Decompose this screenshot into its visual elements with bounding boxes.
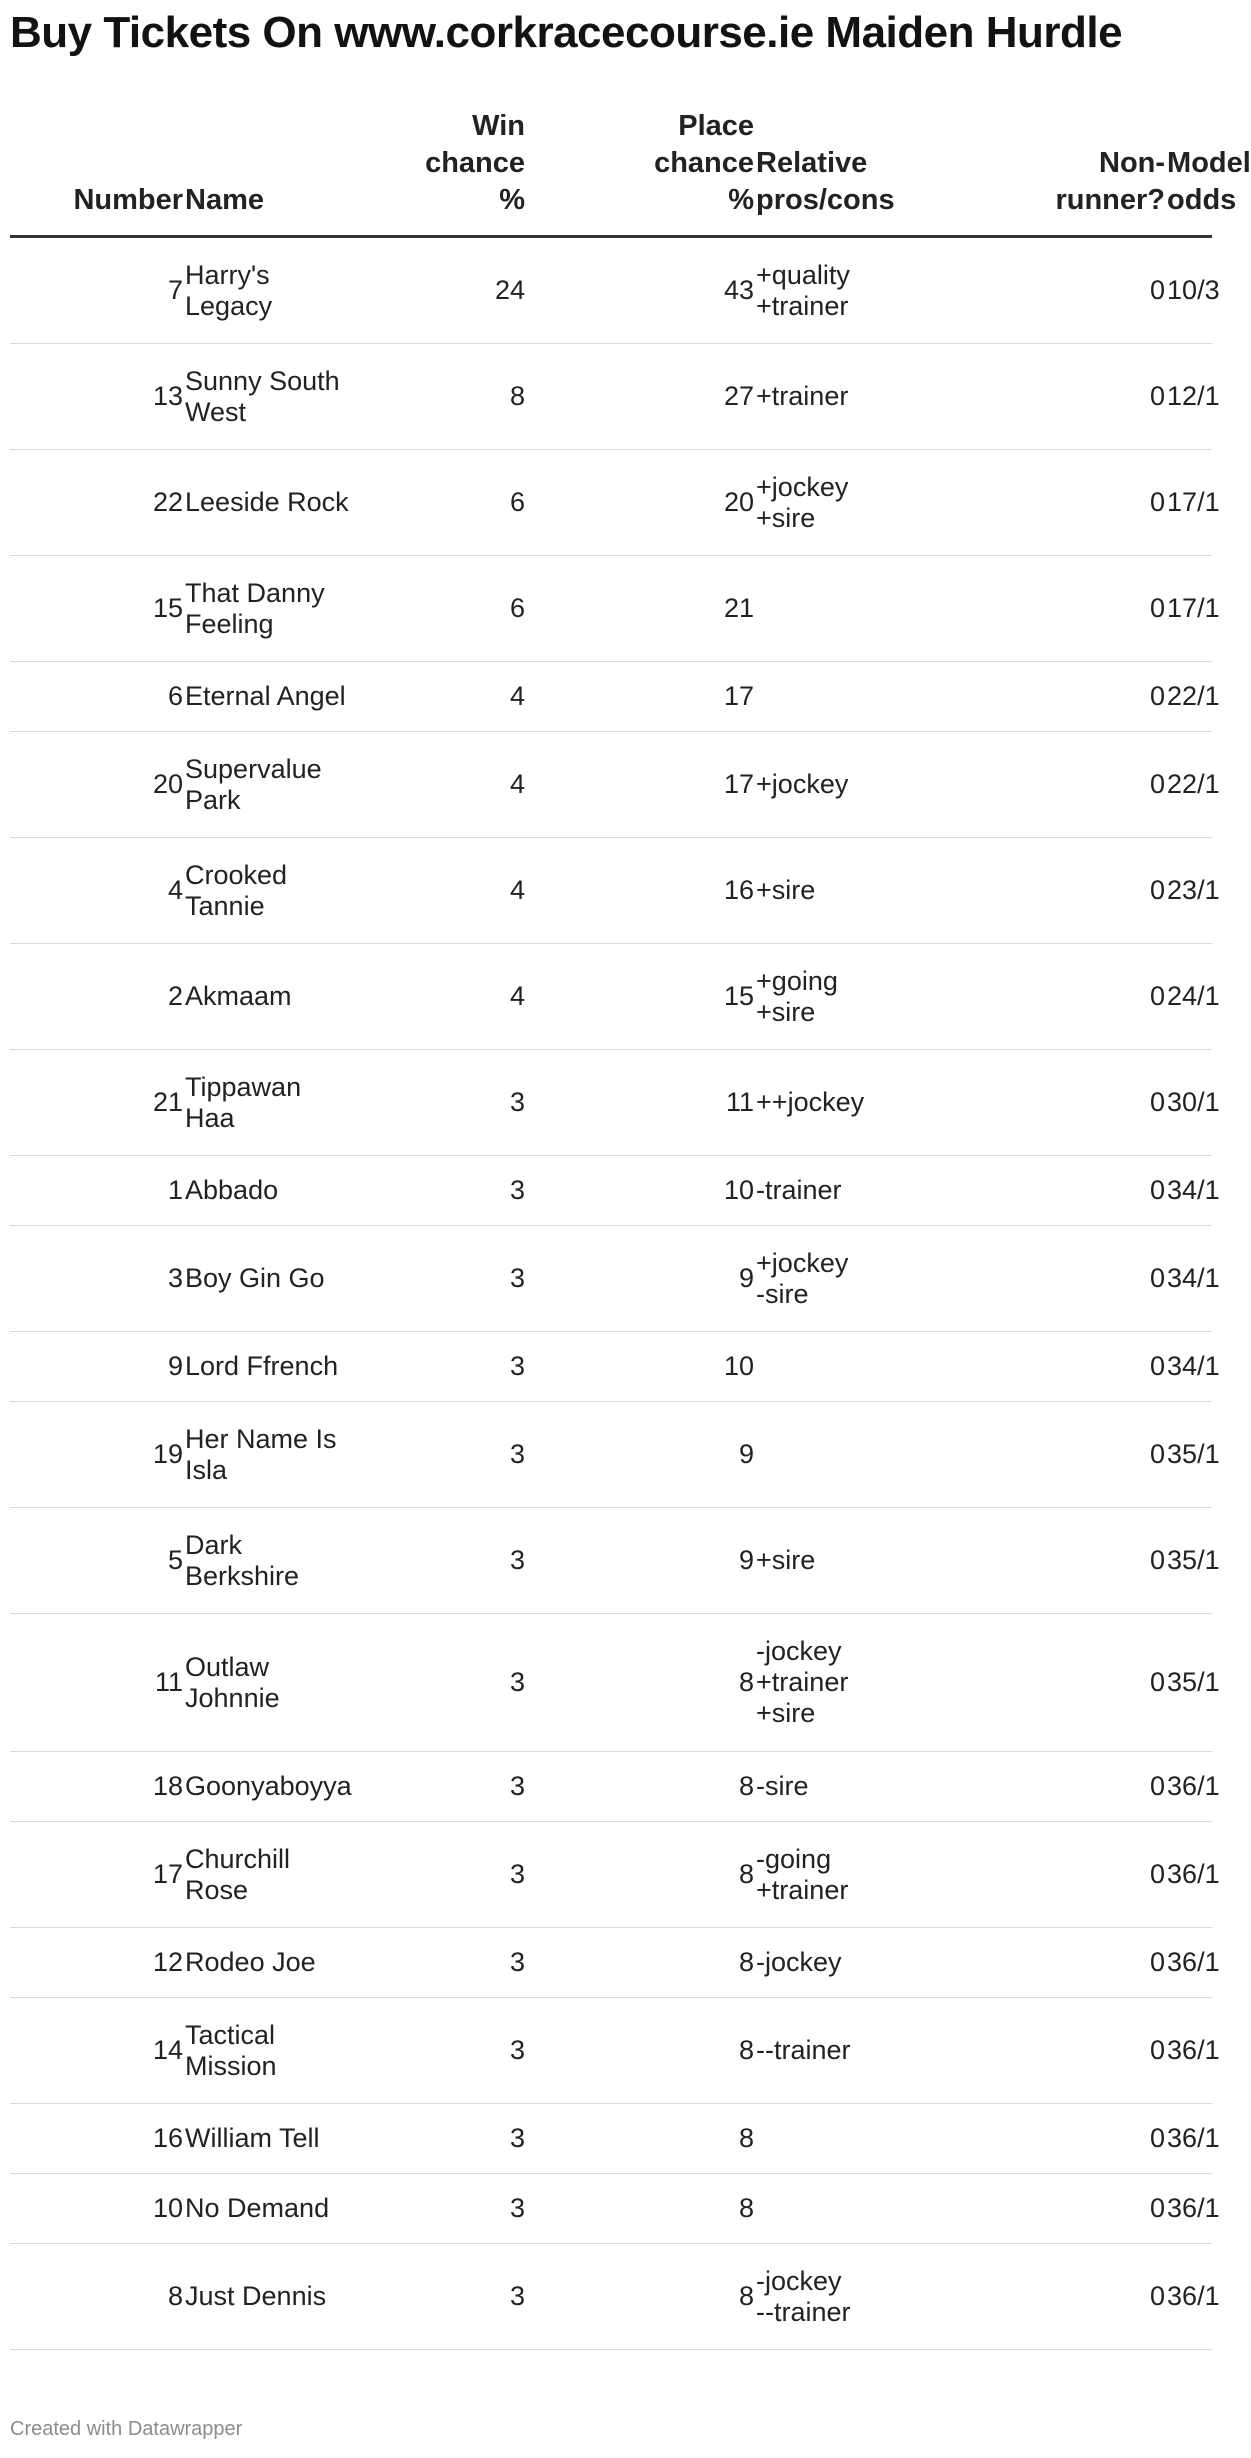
cell-place: 8 [527,1614,756,1752]
column-header-label: Number [73,184,184,216]
cell-win: 3 [355,2104,527,2174]
cell-name-line: Rodeo Joe [185,1947,316,1977]
cell-number: 14 [10,1998,185,2104]
cell-odds: 30/1 [1167,1050,1212,1156]
cell-pros-line: -sire [756,1771,809,1801]
cell-win: 3 [355,1156,527,1226]
cell-name [185,2244,355,2350]
cell-pros-line: -jockey [756,2265,842,2296]
cell-nonrunner: 0 [896,1752,1167,1822]
cell-nonrunner: 0 [896,344,1167,450]
cell-pros-line: +jockey [756,471,849,502]
cell-pros [756,2104,896,2174]
cell-place: 17 [527,662,756,732]
column-header-label: odds [1167,184,1237,216]
cell-number: 6 [10,662,185,732]
cell-name [185,1050,355,1156]
cell-win: 3 [355,1332,527,1402]
cell-pros-line: +trainer [756,290,849,321]
cell-pros-line: +jockey [756,1247,849,1278]
table-row [10,1998,1212,2104]
cell-pros-line: +sire [756,1698,816,1728]
column-header-nonrunner [896,108,1167,237]
cell-name-line: Akmaam [185,981,292,1011]
cell-win: 24 [355,237,527,344]
cell-name-line: Just Dennis [185,2281,327,2311]
cell-nonrunner: 0 [896,2174,1167,2244]
cell-odds: 24/1 [1167,944,1212,1050]
cell-pros [756,237,896,344]
cell-name-line: Johnnie [185,1682,280,1713]
table-row [10,732,1212,838]
cell-nonrunner: 0 [896,1998,1167,2104]
cell-name-line: Dark [185,1529,243,1560]
cell-name [185,556,355,662]
cell-odds: 36/1 [1167,1752,1212,1822]
cell-odds: 10/3 [1167,237,1212,344]
cell-name [185,944,355,1050]
cell-name [185,1822,355,1928]
table-row [10,838,1212,944]
cell-name-line: Crooked [185,859,288,890]
cell-name-line: Rose [185,1874,249,1905]
cell-name [185,2104,355,2174]
cell-name-line: Supervalue [185,753,322,784]
cell-pros [756,450,896,556]
cell-pros [756,1332,896,1402]
cell-number: 22 [10,450,185,556]
cell-name-line: Berkshire [185,1560,300,1591]
cell-odds: 35/1 [1167,1614,1212,1752]
chart-title: Buy Tickets On www.corkracecourse.ie Maiden Hurdle [10,8,1123,57]
cell-place: 8 [527,2104,756,2174]
cell-nonrunner: 0 [896,2244,1167,2350]
cell-name [185,1752,355,1822]
cell-name-line: Tippawan [185,1071,302,1102]
cell-pros [756,662,896,732]
cell-pros [756,1508,896,1614]
cell-place: 8 [527,2244,756,2350]
cell-win: 6 [355,450,527,556]
cell-number: 3 [10,1226,185,1332]
cell-nonrunner: 0 [896,1402,1167,1508]
cell-number: 12 [10,1928,185,1998]
cell-pros-line: +quality [756,259,850,290]
column-header-label: % [499,184,526,216]
cell-odds: 35/1 [1167,1508,1212,1614]
cell-nonrunner: 0 [896,2104,1167,2174]
cell-nonrunner: 0 [896,1614,1167,1752]
cell-name-line: Isla [185,1454,228,1485]
cell-place: 20 [527,450,756,556]
cell-name-line: Legacy [185,290,273,321]
cell-place: 8 [527,2174,756,2244]
cell-odds: 36/1 [1167,1928,1212,1998]
cell-pros-line: +sire [756,875,816,905]
cell-name-line: Eternal Angel [185,681,346,711]
column-header-pros [756,108,896,237]
cell-place: 11 [527,1050,756,1156]
cell-nonrunner: 0 [896,1050,1167,1156]
cell-name-line: Abbado [185,1175,279,1205]
cell-win: 3 [355,1752,527,1822]
cell-nonrunner: 0 [896,450,1167,556]
cell-win: 3 [355,1822,527,1928]
cell-name-line: No Demand [185,2193,330,2223]
cell-place: 9 [527,1402,756,1508]
footer-credit: Created with Datawrapper [10,2418,243,2440]
cell-number: 13 [10,344,185,450]
cell-odds: 34/1 [1167,1226,1212,1332]
cell-name-line: Feeling [185,608,274,639]
cell-number: 9 [10,1332,185,1402]
table-row [10,1332,1212,1402]
cell-win: 3 [355,1998,527,2104]
cell-win: 3 [355,1928,527,1998]
cell-name-line: Tactical [185,2019,276,2050]
cell-pros-line: ++jockey [756,1087,865,1117]
cell-win: 3 [355,1402,527,1508]
cell-nonrunner: 0 [896,1332,1167,1402]
cell-name-line: West [185,396,247,427]
cell-name [185,662,355,732]
cell-place: 10 [527,1156,756,1226]
cell-pros [756,556,896,662]
table-row [10,1752,1212,1822]
cell-number: 1 [10,1156,185,1226]
cell-odds: 35/1 [1167,1402,1212,1508]
cell-pros-line: -going [756,1843,832,1874]
cell-number: 18 [10,1752,185,1822]
cell-name-line: Harry's [185,259,270,290]
cell-pros [756,1156,896,1226]
column-header-odds [1167,108,1251,237]
cell-pros-line: -sire [756,1278,809,1309]
cell-pros-line: --trainer [756,2035,851,2065]
column-header-label: pros/cons [756,184,895,216]
column-header-label: Relative [756,147,868,179]
cell-pros-line: --trainer [756,2296,851,2327]
cell-pros-line: +sire [756,502,816,533]
cell-number: 7 [10,237,185,344]
cell-place: 8 [527,1822,756,1928]
table-row [10,1614,1212,1752]
column-header-label: runner? [1055,184,1166,216]
table-row [10,237,1212,344]
cell-pros [756,2174,896,2244]
cell-number: 16 [10,2104,185,2174]
table-row [10,1402,1212,1508]
cell-pros [756,1752,896,1822]
cell-number: 21 [10,1050,185,1156]
cell-win: 3 [355,1508,527,1614]
column-header-label: chance [425,147,526,179]
cell-name [185,838,355,944]
odds-table [10,108,1251,2350]
cell-win: 4 [355,944,527,1050]
cell-pros [756,1050,896,1156]
cell-name [185,1998,355,2104]
cell-pros [756,2244,896,2350]
cell-odds: 34/1 [1167,1156,1212,1226]
cell-place: 10 [527,1332,756,1402]
table-row [10,1508,1212,1614]
cell-name-line: Churchill [185,1843,291,1874]
cell-name [185,1226,355,1332]
cell-odds: 36/1 [1167,2104,1212,2174]
cell-name-line: Her Name Is [185,1423,337,1454]
cell-win: 3 [355,2244,527,2350]
cell-nonrunner: 0 [896,1156,1167,1226]
cell-pros [756,1998,896,2104]
cell-number: 10 [10,2174,185,2244]
cell-place: 8 [527,1928,756,1998]
cell-place: 16 [527,838,756,944]
cell-name [185,1508,355,1614]
cell-odds: 36/1 [1167,2174,1212,2244]
table-body [10,237,1220,2350]
column-header-label: chance [654,147,755,179]
cell-win: 3 [355,2174,527,2244]
cell-nonrunner: 0 [896,1928,1167,1998]
cell-pros-line: +trainer [756,381,849,411]
cell-place: 27 [527,344,756,450]
table-row [10,662,1212,732]
cell-name [185,1402,355,1508]
cell-pros [756,1928,896,1998]
cell-name [185,2174,355,2244]
cell-name [185,1928,355,1998]
column-header-place [527,108,756,237]
table-row [10,1050,1212,1156]
cell-number: 2 [10,944,185,1050]
column-header-label: Non- [1099,147,1166,179]
cell-number: 5 [10,1508,185,1614]
cell-place: 8 [527,1998,756,2104]
cell-place: 9 [527,1226,756,1332]
cell-name-line: Haa [185,1102,235,1133]
table-header [10,108,1251,237]
cell-number: 8 [10,2244,185,2350]
table-row [10,344,1212,450]
table-row [10,944,1212,1050]
cell-name [185,1332,355,1402]
cell-name [185,1614,355,1752]
cell-odds: 22/1 [1167,662,1212,732]
cell-pros-line: -trainer [756,1175,842,1205]
cell-nonrunner: 0 [896,237,1167,344]
cell-nonrunner: 0 [896,556,1167,662]
cell-name-line: William Tell [185,2123,320,2153]
column-header-name [185,108,355,237]
cell-place: 9 [527,1508,756,1614]
cell-number: 15 [10,556,185,662]
cell-odds: 17/1 [1167,556,1212,662]
cell-name-line: Lord Ffrench [185,1351,339,1381]
cell-pros-line: +sire [756,996,816,1027]
cell-pros [756,344,896,450]
cell-odds: 36/1 [1167,1822,1212,1928]
column-header-win [355,108,527,237]
column-header-number [10,108,185,237]
cell-win: 8 [355,344,527,450]
cell-odds: 34/1 [1167,1332,1212,1402]
cell-odds: 22/1 [1167,732,1212,838]
cell-pros [756,1614,896,1752]
cell-number: 11 [10,1614,185,1752]
cell-win: 3 [355,1226,527,1332]
cell-place: 8 [527,1752,756,1822]
cell-pros-line: +trainer [756,1874,849,1905]
cell-name [185,237,355,344]
cell-nonrunner: 0 [896,662,1167,732]
cell-pros-line: +trainer [756,1667,849,1697]
cell-name-line: Sunny South [185,365,340,396]
cell-name-line: Park [185,784,241,815]
cell-odds: 23/1 [1167,838,1212,944]
column-header-label: Win [472,110,526,142]
table-row [10,2174,1212,2244]
table-row [10,1928,1212,1998]
table-row [10,1822,1212,1928]
table-row [10,2104,1212,2174]
cell-name-line: Mission [185,2050,277,2081]
cell-pros [756,1402,896,1508]
cell-name [185,732,355,838]
cell-name-line: Goonyaboyya [185,1771,352,1801]
cell-nonrunner: 0 [896,1226,1167,1332]
cell-nonrunner: 0 [896,838,1167,944]
cell-name-line: Leeside Rock [185,487,349,517]
column-header-label: Place [678,110,755,142]
cell-name-line: Boy Gin Go [185,1263,325,1293]
cell-name [185,450,355,556]
cell-place: 15 [527,944,756,1050]
cell-pros-line: +sire [756,1545,816,1575]
column-header-label: Name [185,184,265,216]
cell-number: 4 [10,838,185,944]
column-header-label: Model [1167,147,1251,179]
table-row [10,1226,1212,1332]
table-row [10,2244,1212,2350]
cell-pros [756,1822,896,1928]
cell-name [185,344,355,450]
cell-pros [756,1226,896,1332]
cell-place: 17 [527,732,756,838]
cell-win: 4 [355,662,527,732]
cell-odds: 36/1 [1167,1998,1212,2104]
cell-nonrunner: 0 [896,1822,1167,1928]
cell-win: 4 [355,838,527,944]
cell-pros-line: -jockey [756,1947,842,1977]
cell-win: 6 [355,556,527,662]
cell-pros-line: +going [756,965,838,996]
cell-pros [756,944,896,1050]
cell-name [185,1156,355,1226]
cell-pros [756,838,896,944]
cell-win: 3 [355,1614,527,1752]
cell-place: 21 [527,556,756,662]
cell-odds: 17/1 [1167,450,1212,556]
cell-place: 43 [527,237,756,344]
cell-nonrunner: 0 [896,944,1167,1050]
cell-pros [756,732,896,838]
cell-name-line: Tannie [185,890,265,921]
cell-nonrunner: 0 [896,732,1167,838]
table-row [10,450,1212,556]
table-row [10,1156,1212,1226]
cell-nonrunner: 0 [896,1508,1167,1614]
cell-name-line: Outlaw [185,1651,270,1682]
cell-win: 4 [355,732,527,838]
cell-number: 17 [10,1822,185,1928]
cell-odds: 36/1 [1167,2244,1212,2350]
column-header-label: % [728,184,755,216]
cell-name-line: That Danny [185,577,325,608]
cell-win: 3 [355,1050,527,1156]
cell-pros-line: +jockey [756,769,849,799]
cell-number: 19 [10,1402,185,1508]
header-row [10,108,1212,237]
cell-number: 20 [10,732,185,838]
cell-odds: 12/1 [1167,344,1212,450]
table-row [10,556,1212,662]
cell-pros-line: -jockey [756,1636,842,1666]
